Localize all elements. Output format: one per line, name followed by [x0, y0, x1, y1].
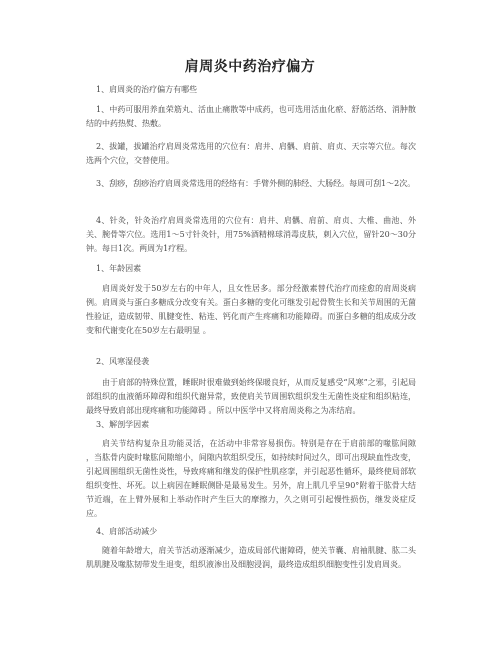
paragraph-anatomy: 肩关节结构复杂且功能灵活，在活动中非常容易损伤。特别是存在于肩前部的喙肱间隙 ，当肱骨内旋时喙肱间隙缩小，间隙内软组织受压，如持续时间过久，即可出现缺血性改变，引起周围组织无菌性炎性，导致疼痛和继发的保护性肌痉挛，并引起恶性循环，最终使局部软组织变性、坏死。以上病因在睡眠侧卧是最易发生。另外，肩上肌几乎呈90°附着于肱骨大结节近端，在上臂外展和上举动作时产生巨大的摩擦力，久之则可引起慢性损伤，继发炎症反应。 [86, 439, 416, 518]
section-heading-anatomy: 3、解剖学因素 [96, 420, 150, 429]
paragraph-acupuncture: 4、针灸，针灸治疗肩周炎常选用的穴位有：肩井、肩髃、肩前、肩贞、大椎、曲池、外关、腕骨等穴位。选用1～5寸针灸针，用75%酒精棉球消毒皮肤，刺入穴位，留针20～30分钟。每日1次。两周为1疗程。 [86, 216, 416, 253]
section-heading-age: 1、年龄因素 [96, 264, 142, 273]
section-heading-activity: 4、肩部活动减少 [96, 527, 158, 536]
paragraph-activity: 随着年龄增大，肩关节活动逐渐减少，造成局部代谢障碍，使关节囊、肩袖肌腱、肱二头肌肌腱及喙肱韧带发生退变，组织液渗出及细胞浸润，最终造成组织细胞变性引发肩周炎。 [86, 546, 416, 569]
section-heading-treatment: 1、肩周炎的治疗偏方有哪些 [96, 85, 198, 94]
document-title: 肩周炎中药治疗偏方 [184, 59, 316, 75]
paragraph-herbal: 1、中药可服用养血荣筋丸、活血止痛散等中成药，也可选用活血化瘀、舒筋活络、消肿散结的中药热熨、热敷。 [86, 105, 416, 128]
paragraph-cupping: 2、拔罐，拔罐治疗肩周炎常选用的穴位有：肩井、肩髃、肩前、肩贞、天宗等穴位。每次选两个穴位，交替使用。 [86, 142, 416, 165]
paragraph-wind-cold: 由于肩部的特殊位置，睡眠时很难做到始终保暖良好，从而反复感受“风寒”之邪，引起局部组织的血液循环障碍和组织代谢异常，致使肩关节周围软组织发生无菌性炎症和组织粘连，最终导致肩部出现疼痛和功能障碍 。所以中医学中又将肩周炎称之为冻结肩。 [86, 378, 416, 415]
paragraph-age: 肩周炎好发于50岁左右的中年人，且女性居多。部分经激素替代治疗而痊愈的肩周炎病例。肩周炎与蛋白多糖成分改变有关。蛋白多糖的变化可继发引起骨赘生长和关节周围的无菌性验证，造成韧带、肌腱变性、粘连、钙化而产生疼痛和功能障碍。而蛋白多糖的组成成分改变和代谢变化在50岁左右最明显 。 [86, 284, 416, 335]
paragraph-scraping: 3、刮痧，刮痧治疗肩周炎常选用的经络有：手臂外侧的肺经、大肠经。每周可刮1～2次。 [96, 179, 416, 188]
section-heading-wind-cold: 2、风寒湿侵袭 [96, 357, 150, 366]
